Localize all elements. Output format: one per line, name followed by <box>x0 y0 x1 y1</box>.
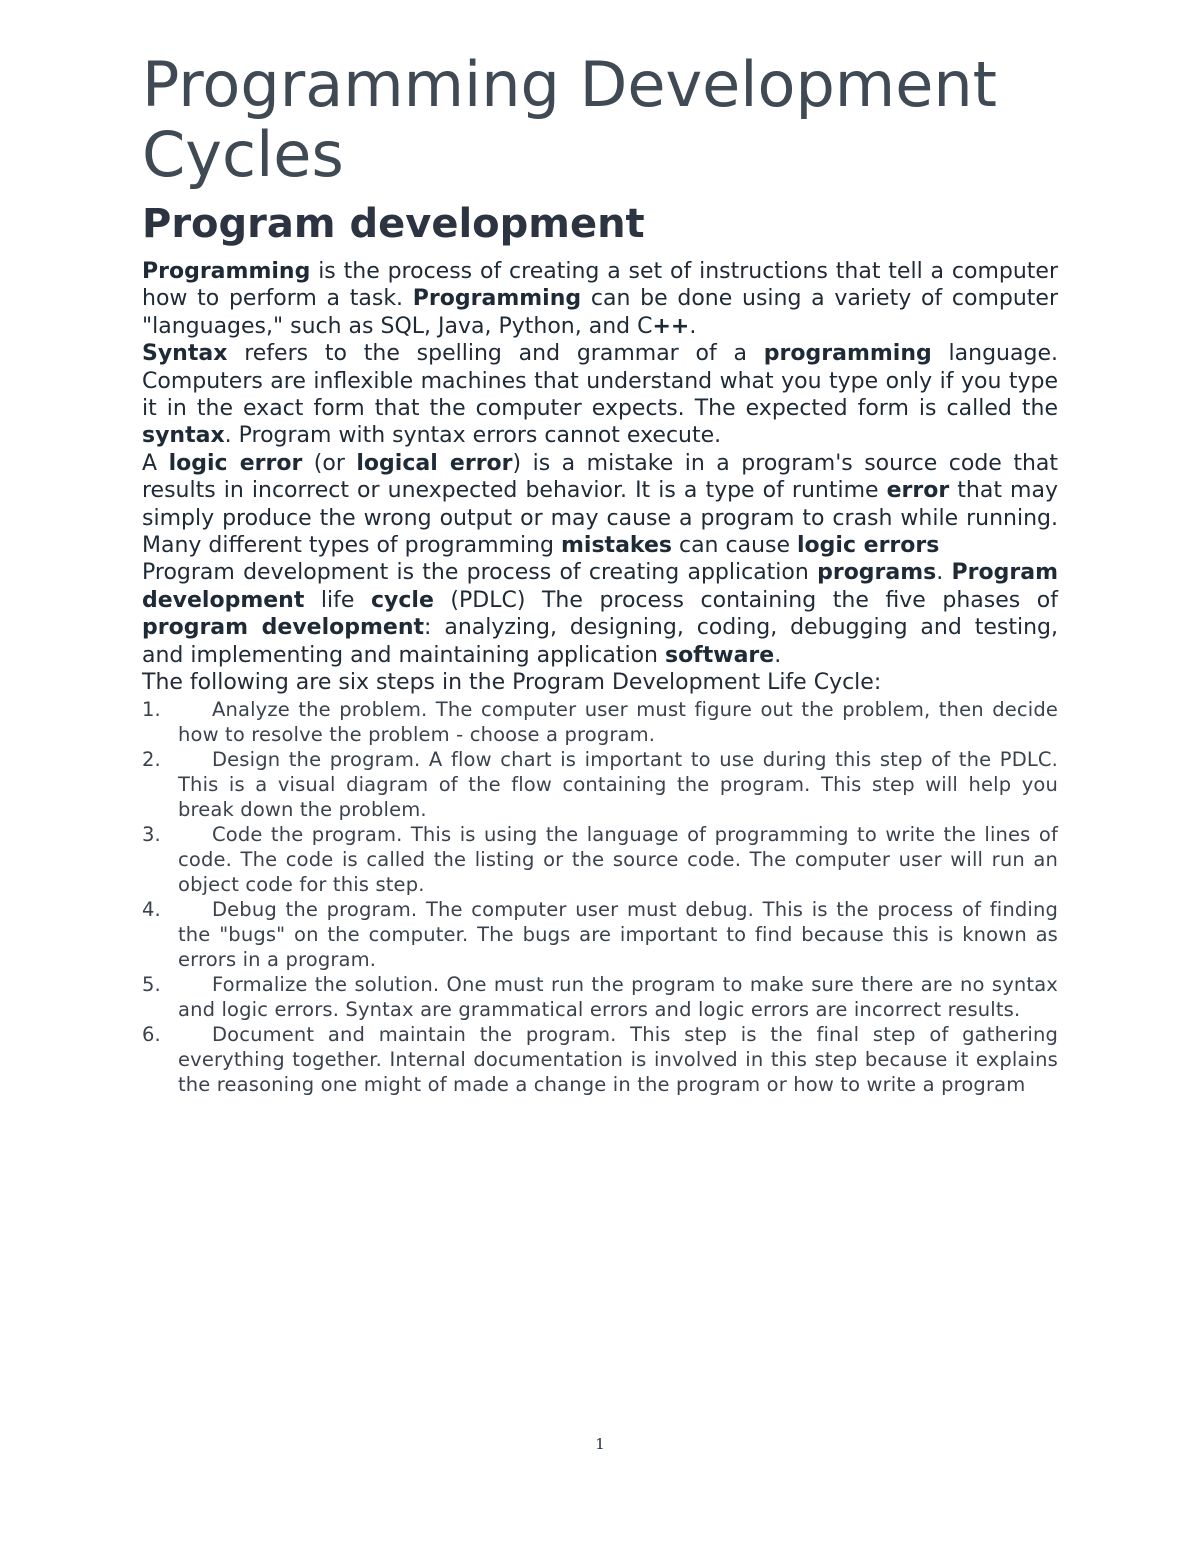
steps-intro: The following are six steps in the Program Development Life Cycle: <box>142 670 882 696</box>
page-number: 1 <box>595 1435 605 1453</box>
paragraph-logic-error: A logic error (or logical error) is a mistake in a program's source code that results in incorrect or unexpected behavior. It is a type of runtime error that may simply produce the wrong output or may cause a program to crash while running. Many different types of programming mistakes can cause logic errors <box>142 450 1058 559</box>
document-page <box>142 50 1058 1097</box>
title-line-2: Cycles <box>142 118 344 191</box>
section-heading: Program development <box>142 201 645 247</box>
list-item: 6. Document and maintain the program. This step is the final step of gathering everything together. Internal documentation is involved in this step because it explains the reasoning one might of made a change in the program or how to write a program <box>142 1022 1058 1096</box>
list-item: 1. Analyze the problem. The computer user must figure out the problem, then decide how to resolve the problem - choose a program. <box>142 697 1058 746</box>
paragraph-syntax: Syntax refers to the spelling and grammar of a programming language. Computers are inflexible machines that understand what you type only if you type it in the exact form that the computer expects. The expected form is called the syntax. Program with syntax errors cannot execute. <box>142 341 1058 449</box>
steps-list <box>142 697 1058 1097</box>
title-line-1: Programming Development <box>142 48 997 121</box>
list-item: 2. Design the program. A flow chart is important to use during this step of the PDLC. This is a visual diagram of the flow containing the program. This step will help you break down the problem. <box>142 747 1058 821</box>
list-item: 3. Code the program. This is using the language of programming to write the lines of code. The code is called the listing or the source code. The computer user will run an object code for this step. <box>142 822 1058 896</box>
list-item: 5. Formalize the solution. One must run the program to make sure there are no syntax and logic errors. Syntax are grammatical errors and logic errors are incorrect results. <box>142 972 1058 1021</box>
paragraph-programming: Programming is the process of creating a set of instructions that tell a computer how to perform a task. Programming can be done using a variety of computer "languages," such as SQL, Java, Python, and C++. <box>142 259 1059 339</box>
document-title <box>142 50 1058 190</box>
list-item: 4. Debug the program. The computer user must debug. This is the process of finding the "bugs" on the computer. The bugs are important to find because this is known as errors in a program. <box>142 897 1058 971</box>
paragraph-pdlc: Program development is the process of creating application programs. Program development life cycle (PDLC) The process containing the five phases of program development: analyzing, designing, coding, debugging and testing, and implementing and maintaining application software. <box>142 560 1058 668</box>
